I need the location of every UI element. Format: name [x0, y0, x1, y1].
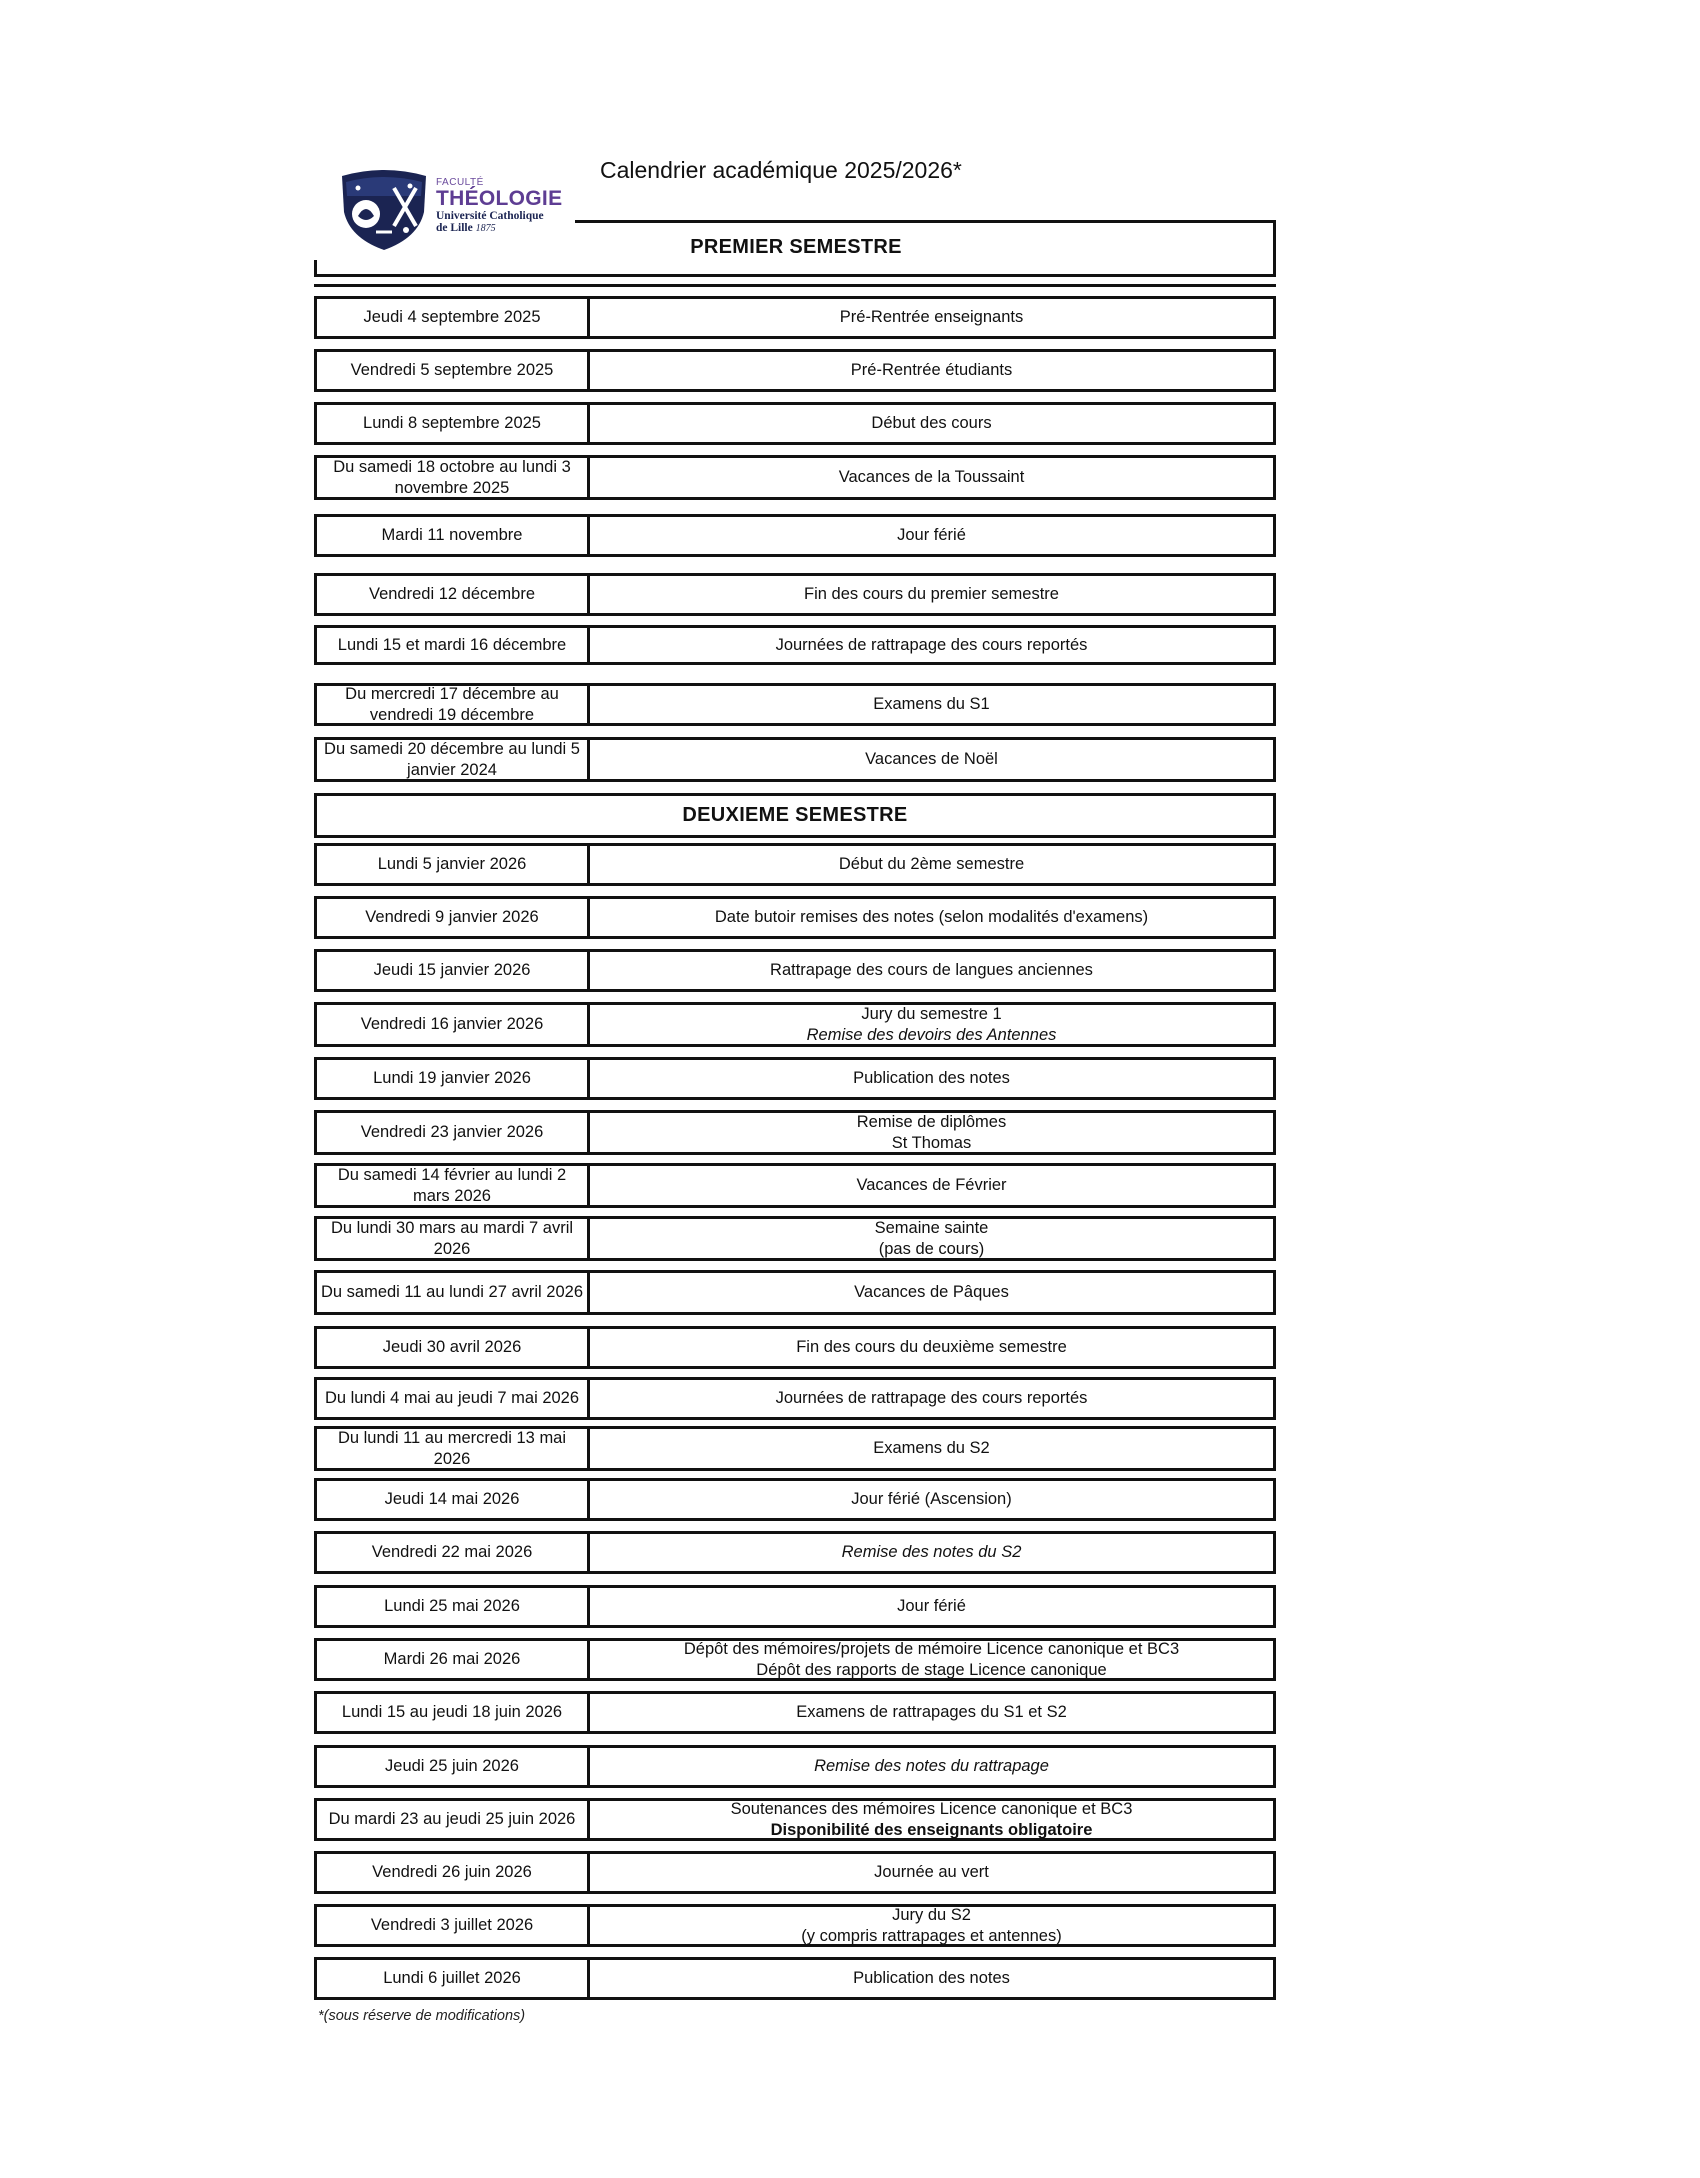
- event-line: Date butoir remises des notes (selon modalités d'examens): [714, 908, 1149, 926]
- event-line: Examens de rattrapages du S1 et S2: [796, 1703, 1067, 1721]
- row-event: [590, 1380, 1273, 1417]
- row-event: [590, 686, 1273, 723]
- row-event: [590, 1748, 1273, 1785]
- row-date: Vendredi 23 janvier 2026: [317, 1113, 590, 1152]
- row-date: Mardi 11 novembre: [317, 517, 590, 554]
- calendar-row: [314, 296, 1276, 339]
- event-line: St Thomas: [891, 1133, 972, 1152]
- row-event: [590, 628, 1273, 662]
- row-date: Du samedi 11 au lundi 27 avril 2026: [317, 1273, 590, 1312]
- event-line: Soutenances des mémoires Licence canonique et BC3: [730, 1799, 1133, 1818]
- logo-line-theologie: THÉOLOGIE: [436, 187, 563, 210]
- event-line: Vacances de Février: [856, 1176, 1007, 1194]
- calendar-row: [314, 1057, 1276, 1100]
- header-rule-bottom: [314, 274, 1276, 277]
- calendar-row: [314, 1798, 1276, 1841]
- faculty-logo: [336, 166, 568, 252]
- row-event: [590, 299, 1273, 336]
- semester-1-header: PREMIER SEMESTRE: [690, 236, 902, 258]
- row-date: Jeudi 14 mai 2026: [317, 1481, 590, 1518]
- event-line: Disponibilité des enseignants obligatoire: [770, 1820, 1093, 1839]
- row-event: [590, 1854, 1273, 1891]
- row-event: [590, 1534, 1273, 1571]
- calendar-row: [314, 843, 1276, 886]
- row-event: [590, 1166, 1273, 1205]
- row-date: Lundi 5 janvier 2026: [317, 846, 590, 883]
- row-event: [590, 846, 1273, 883]
- calendar-row: [314, 949, 1276, 992]
- event-line: Examens du S2: [873, 1439, 990, 1457]
- row-date: Lundi 15 au jeudi 18 juin 2026: [317, 1694, 590, 1731]
- page-title: Calendrier académique 2025/2026*: [600, 157, 962, 183]
- calendar-row: [314, 1377, 1276, 1420]
- event-line: Publication des notes: [853, 1069, 1010, 1087]
- row-event: [590, 1219, 1273, 1258]
- event-line: Vacances de la Toussaint: [838, 468, 1025, 486]
- calendar-row: [314, 683, 1276, 726]
- event-line: Jour férié (Ascension): [851, 1490, 1012, 1508]
- event-line: Dépôt des mémoires/projets de mémoire Licence canonique et BC3: [683, 1639, 1180, 1658]
- logo-line-universite: Université Catholique: [436, 210, 544, 222]
- calendar-row: [314, 1531, 1276, 1574]
- row-date: Jeudi 25 juin 2026: [317, 1748, 590, 1785]
- calendar-row: [314, 1163, 1276, 1208]
- calendar-row: [314, 1002, 1276, 1047]
- row-date: Mardi 26 mai 2026: [317, 1641, 590, 1678]
- calendar-row: [314, 896, 1276, 939]
- row-date: Vendredi 5 septembre 2025: [317, 352, 590, 389]
- row-event: [590, 1907, 1273, 1944]
- row-date: Vendredi 9 janvier 2026: [317, 899, 590, 936]
- row-date: Lundi 19 janvier 2026: [317, 1060, 590, 1097]
- calendar-row: [314, 1585, 1276, 1628]
- row-date: Du lundi 4 mai au jeudi 7 mai 2026: [317, 1380, 590, 1417]
- event-line: Jury du S2: [892, 1905, 971, 1924]
- event-line: Publication des notes: [853, 1969, 1010, 1987]
- row-date: Jeudi 30 avril 2026: [317, 1329, 590, 1366]
- row-date: Vendredi 12 décembre: [317, 576, 590, 613]
- row-date: Du samedi 18 octobre au lundi 3 novembre 2025: [317, 458, 590, 497]
- row-date: Vendredi 3 juillet 2026: [317, 1907, 590, 1944]
- event-line: Examens du S1: [873, 695, 990, 713]
- event-line: Pré-Rentrée étudiants: [850, 361, 1013, 379]
- event-line: Jour férié: [897, 1597, 966, 1615]
- calendar-row: [314, 1691, 1276, 1734]
- calendar-row: [314, 455, 1276, 500]
- row-date: Du lundi 30 mars au mardi 7 avril 2026: [317, 1219, 590, 1258]
- event-line: Début des cours: [871, 414, 992, 432]
- row-event: [590, 1113, 1273, 1152]
- event-line: Remise des notes du rattrapage: [814, 1757, 1049, 1775]
- row-event: [590, 899, 1273, 936]
- row-event: [590, 1588, 1273, 1625]
- row-date: Lundi 6 juillet 2026: [317, 1960, 590, 1997]
- row-date: Jeudi 4 septembre 2025: [317, 299, 590, 336]
- row-event: [590, 458, 1273, 497]
- calendar-row: [314, 1957, 1276, 2000]
- row-event: [590, 1960, 1273, 1997]
- header-rule-double: [314, 284, 1276, 287]
- event-line: Dépôt des rapports de stage Licence canonique: [756, 1660, 1107, 1679]
- row-date: Vendredi 26 juin 2026: [317, 1854, 590, 1891]
- footnote: *(sous réserve de modifications): [318, 2008, 526, 2024]
- event-line: Vacances de Noël: [865, 750, 998, 768]
- event-line: Remise des notes du S2: [841, 1543, 1022, 1561]
- row-event: [590, 1801, 1273, 1838]
- row-event: [590, 1273, 1273, 1312]
- row-event: [590, 1481, 1273, 1518]
- event-line: Fin des cours du deuxième semestre: [796, 1338, 1067, 1356]
- row-date: Vendredi 22 mai 2026: [317, 1534, 590, 1571]
- row-event: [590, 352, 1273, 389]
- event-line: Jour férié: [897, 526, 966, 544]
- row-event: [590, 1005, 1273, 1044]
- calendar-row: [314, 1851, 1276, 1894]
- event-line: Remise des devoirs des Antennes: [806, 1025, 1057, 1044]
- calendar-row: [314, 1478, 1276, 1521]
- header-rule-top: [575, 220, 1276, 223]
- row-date: Lundi 25 mai 2026: [317, 1588, 590, 1625]
- row-event: [590, 1429, 1273, 1468]
- row-event: [590, 576, 1273, 613]
- row-event: [590, 952, 1273, 989]
- event-line: Vacances de Pâques: [854, 1283, 1009, 1301]
- row-event: [590, 740, 1273, 779]
- crest-shield-icon: [336, 166, 432, 252]
- logo-line-lille: de Lille 1875: [436, 222, 496, 234]
- row-date: Lundi 8 septembre 2025: [317, 405, 590, 442]
- event-line: Journée au vert: [874, 1863, 989, 1881]
- event-line: (y compris rattrapages et antennes): [801, 1926, 1062, 1945]
- calendar-row: [314, 514, 1276, 557]
- calendar-row: [314, 402, 1276, 445]
- row-event: [590, 517, 1273, 554]
- header-rule-right: [1273, 220, 1276, 277]
- row-event: [590, 1329, 1273, 1366]
- calendar-row: [314, 1270, 1276, 1315]
- event-line: Pré-Rentrée enseignants: [839, 308, 1024, 326]
- row-date: Du mardi 23 au jeudi 25 juin 2026: [317, 1801, 590, 1838]
- calendar-row: [314, 1426, 1276, 1471]
- event-line: Rattrapage des cours de langues anciennes: [770, 961, 1093, 979]
- row-event: [590, 1641, 1273, 1678]
- calendar-row: [314, 573, 1276, 616]
- event-line: Remise de diplômes: [856, 1112, 1007, 1131]
- calendar-row: [314, 1110, 1276, 1155]
- calendar-row: [314, 1216, 1276, 1261]
- row-event: [590, 405, 1273, 442]
- row-date: Du lundi 11 au mercredi 13 mai 2026: [317, 1429, 590, 1468]
- row-date: Du samedi 14 février au lundi 2 mars 2026: [317, 1166, 590, 1205]
- row-date: Vendredi 16 janvier 2026: [317, 1005, 590, 1044]
- calendar-row: [314, 625, 1276, 665]
- row-event: [590, 1060, 1273, 1097]
- event-line: Début du 2ème semestre: [838, 855, 1025, 873]
- row-date: Du mercredi 17 décembre au vendredi 19 décembre: [317, 686, 590, 723]
- event-line: (pas de cours): [878, 1239, 985, 1258]
- event-line: Journées de rattrapage des cours reportés: [775, 635, 1088, 654]
- calendar-row: [314, 1326, 1276, 1369]
- event-line: Jury du semestre 1: [861, 1004, 1002, 1023]
- row-date: Du samedi 20 décembre au lundi 5 janvier 2024: [317, 740, 590, 779]
- event-line: Journées de rattrapage des cours reportés: [775, 1389, 1088, 1407]
- row-date: Jeudi 15 janvier 2026: [317, 952, 590, 989]
- row-event: [590, 1694, 1273, 1731]
- semester-2-header: DEUXIEME SEMESTRE: [314, 793, 1276, 838]
- event-line: Fin des cours du premier semestre: [804, 585, 1059, 603]
- event-line: Semaine sainte: [874, 1218, 989, 1237]
- calendar-row: [314, 1745, 1276, 1788]
- row-date: Lundi 15 et mardi 16 décembre: [317, 628, 590, 662]
- calendar-row: [314, 1638, 1276, 1681]
- calendar-row: [314, 1904, 1276, 1947]
- logo-line-faculte: FACULTÉ: [436, 177, 484, 188]
- calendar-row: [314, 349, 1276, 392]
- calendar-row: [314, 737, 1276, 782]
